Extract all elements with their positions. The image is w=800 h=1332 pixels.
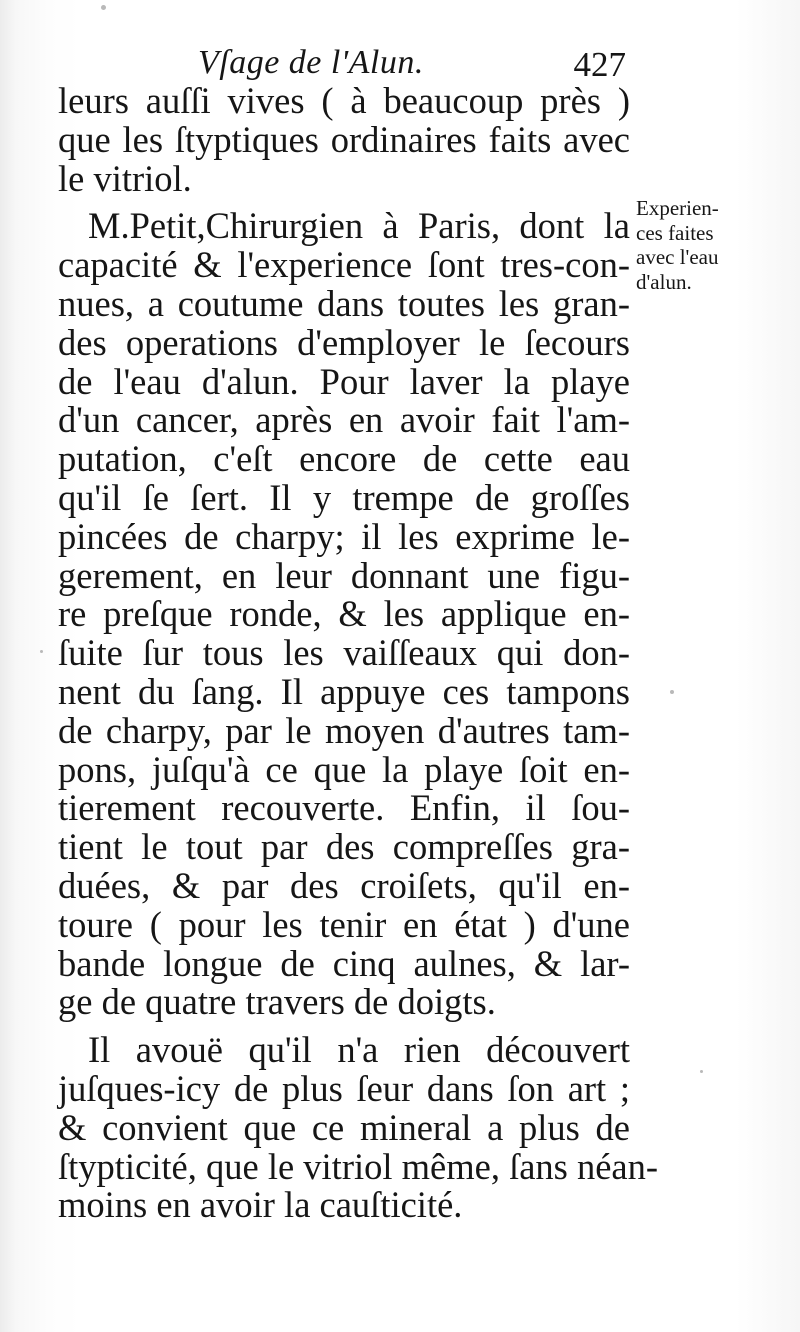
paper-speck <box>670 690 674 694</box>
text-line: de l'eau d'alun. Pour laver la playe <box>58 360 630 402</box>
text-line: moins en avoir la cauſticité. <box>58 1184 463 1226</box>
text-line: pincées de charpy; il les exprime le- <box>58 515 630 557</box>
paper-speck <box>101 5 106 10</box>
text-line: juſques-icy de plus ſeur dans ſon art ; <box>58 1067 630 1109</box>
text-line: capacité & l'experience ſont tres-con- <box>58 244 630 286</box>
text-line: pons, juſqu'à ce que la playe ſoit en- <box>58 748 630 790</box>
marginal-line: ces faites <box>636 220 714 245</box>
main-text <box>58 80 659 1226</box>
text-line: d'un cancer, après en avoir fait l'am- <box>58 399 630 441</box>
text-line: putation, c'eſt encore de cette eau <box>58 438 630 480</box>
paper-speck <box>700 1070 703 1073</box>
text-line: & convient que ce mineral a plus de <box>58 1106 630 1148</box>
marginal-line: avec l'eau <box>636 245 719 269</box>
text-line: leurs auſſi vives ( à beaucoup près ) <box>58 80 630 121</box>
text-line: Il avouë qu'il n'a rien découvert <box>88 1029 630 1071</box>
text-line: nent du ſang. Il appuye ces tampons <box>58 670 630 712</box>
text-line: le vitriol. <box>58 157 192 199</box>
text-line: ſtypticité, que le vitriol même, ſans néan- <box>58 1145 659 1187</box>
text-line: nues, a coutume dans toutes les gran- <box>58 282 630 324</box>
text-line: qu'il ſe ſert. Il y trempe de groſſes <box>58 476 630 518</box>
text-line: ge de quatre travers de doigts. <box>58 981 496 1023</box>
running-title: Vſage de l'Alun. <box>198 44 424 81</box>
text-line: tierement recouverte. Enfin, il ſou- <box>58 787 630 829</box>
text-line: duées, & par des croiſets, qu'il en- <box>58 864 630 906</box>
text-line: toure ( pour les tenir en état ) d'une <box>58 903 630 945</box>
text-line: bande longue de cinq aulnes, & lar- <box>58 942 630 984</box>
paper-speck <box>40 650 43 653</box>
marginal-line: Experien- <box>636 196 719 220</box>
text-line: re preſque ronde, & les applique en- <box>58 593 630 635</box>
marginal-line: d'alun. <box>636 269 692 294</box>
text-line: gerement, en leur donnant une figu- <box>58 554 630 596</box>
text-line: ſuite ſur tous les vaiſſeaux qui don- <box>58 632 630 674</box>
text-line: des operations d'employer le ſecours <box>58 321 630 363</box>
text-line: que les ſtyptiques ordinaires faits avec <box>58 118 630 160</box>
page-number: 427 <box>573 45 626 84</box>
text-line: M.Petit,Chirurgien à Paris, dont la <box>88 205 630 247</box>
text-line: de charpy, par le moyen d'autres tam- <box>58 709 630 751</box>
marginal-note <box>636 196 768 294</box>
text-line: tient le tout par des compreſſes gra- <box>58 826 630 868</box>
